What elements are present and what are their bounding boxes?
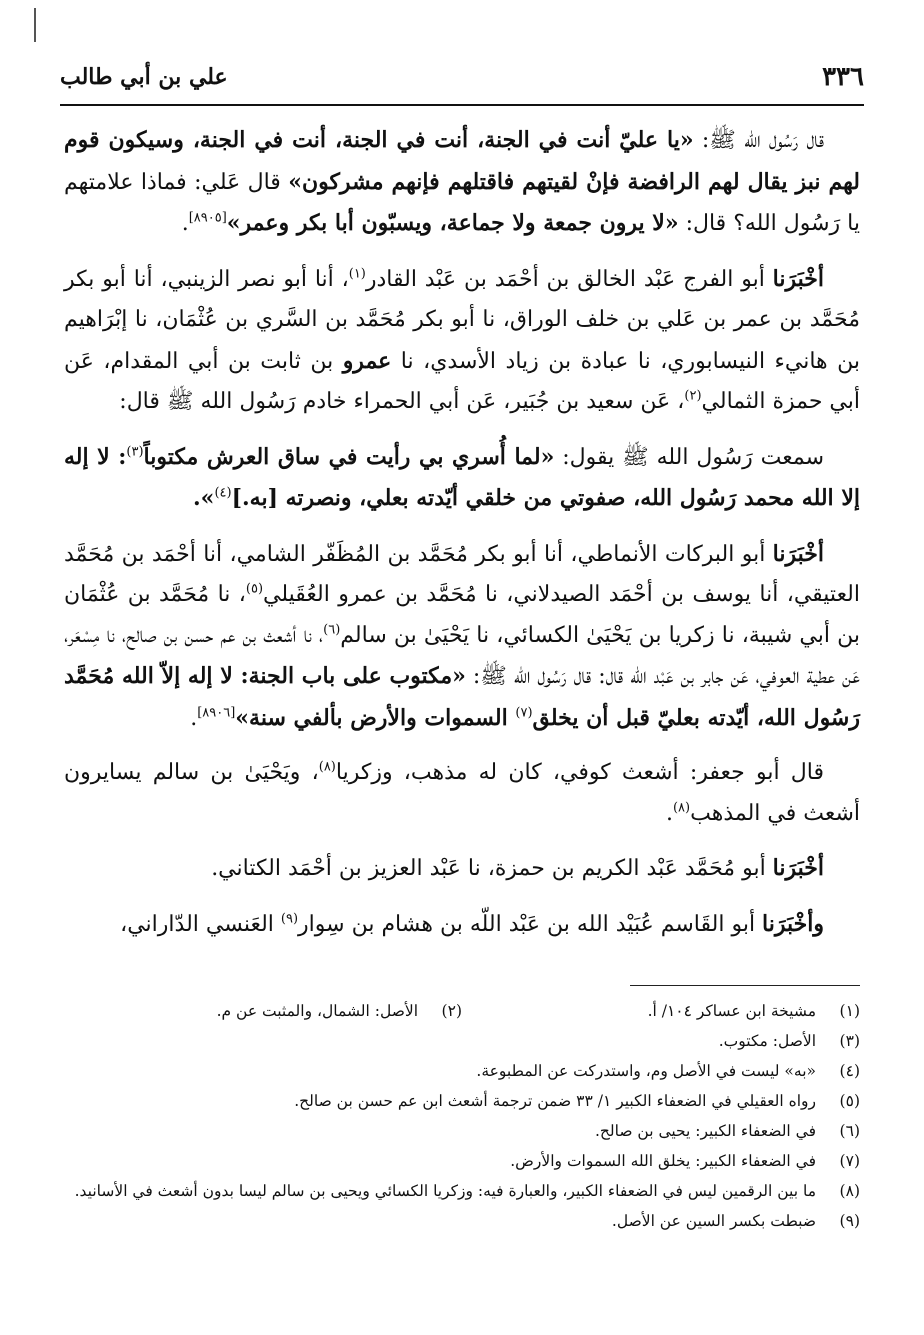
footnote-text: مشيخة ابن عساكر ١٠٤/ أ. [647,1002,816,1020]
footnote-ref: (٣) [126,444,144,460]
footnote-2 [64,996,462,1026]
paragraph-p2 [64,259,860,423]
footnote-ref: (٢) [684,388,702,404]
footnote-number: (٣) [839,1032,860,1050]
emphasized-text: «لا يرون جمعة ولا جماعة، ويسبّون أبا بكر وعمر» [226,210,679,236]
footnote-text: «به» ليست في الأصل وم، واستدركت عن المطبوعة. [476,1062,816,1080]
footnote-number: (٤) [839,1062,860,1080]
footnote-ref: (٥) [245,581,264,597]
text-run: أبو الفرج عَبْد الخالق بن أحْمَد بن عَبْد القادر [365,266,773,292]
footnote-text: الأصل: مكتوب. [718,1032,816,1050]
footnote-text: في الضعفاء الكبير: يحيى بن صالح. [594,1122,816,1140]
emphasized-text: أخْبَرَنا [772,265,824,292]
emphasized-text: «مكتوب على باب الجنة: لا إله إلاّ الله مُحَمَّد رَسُول الله، أيّدته بعليّ قبل أن يخلق [64,663,860,731]
footnote-9 [64,1206,860,1236]
footnote-ref: (٧) [515,705,533,721]
text-run: قال أبو جعفر: أشعث كوفي، كان له مذهب، وزكريا [335,760,824,785]
page-header [60,60,864,104]
text-run: قال رَسُول الله ﷺ: [693,128,824,153]
text-run: أبو القَاسم عُبَيْد الله بن عَبْد اللّه بن هشام بن سِوار [298,911,763,937]
text-run: ، نا أشعث بن عم حسن بن صالح، نا مِسْعَر، عَن عطية العوفي، عَن جابر بن عَبْد اللّه قال: قال رَسُول الله ﷺ: [64,622,860,689]
text-run: ، عَن سعيد بن جُبَير، عَن أبي الحمراء خادم رَسُول الله ﷺ قال: [119,389,685,414]
footnote-1 [462,996,860,1026]
footnote-number: (٩) [839,1212,860,1230]
footnote-7 [64,1146,860,1176]
footnote-separator [630,985,860,986]
paragraph-p1 [64,120,860,245]
emphasized-text: «يا عليّ أنت في الجنة، أنت في الجنة، أنت في الجنة، وسيكون قوم لهم نبز يقال لهم الرافضة فإنْ لقيتهم فاقتلهم فإنهم مشركون» [64,127,860,195]
footnote-4 [64,1056,860,1086]
footnote-ref: (١) [348,266,366,282]
emphasized-text: السموات والأرض بألفي سنة» [235,704,516,731]
header-rule [60,104,864,106]
paragraph-p5 [64,753,860,834]
paragraph-p4 [64,534,860,740]
emphasized-text: وأخْبَرَنا [762,910,824,937]
text-run: سمعت رَسُول الله ﷺ يقول: [554,444,825,470]
emphasized-text: ». [193,485,215,511]
text-run: قال عَلي: فماذا علامتهم يا رَسُول الله؟ قال: [64,169,860,236]
footnote-number: (٨) [839,1182,860,1200]
footnote-number: (٧) [839,1152,860,1170]
footnote-ref: (٤) [214,485,232,501]
footnote-8 [64,1176,860,1206]
emphasized-text: «لما أُسري بي رأيت في ساق العرش مكتوباً [143,443,555,470]
emphasized-text: عمرو [342,347,392,374]
text-run: . [665,800,673,826]
running-title: علي بن أبي طالب [60,64,228,90]
text-run: العَنسي الدّاراني، [120,911,281,937]
text-run: أبو البركات الأنماطي، أنا أبو بكر مُحَمَّد بن المُظَفّر الشامي، أنا أحْمَد بن مُحَمَّد العتيقي، أنا يوسف بن أحْمَد الصيدلاني، نا مُحَمَّد بن عمرو العُقَيلي [64,541,861,607]
emphasized-text: أخْبَرَنا [772,540,824,567]
emphasized-text: أخْبَرَنا [772,855,824,881]
footnote-number: (٦) [839,1122,860,1140]
main-text [64,120,860,959]
text-run: ، نا مُحَمَّد بن عُثْمَان بن أبي شيبة، نا زكريا بن يَحْيَىٰ الكسائي، نا يَحْيَىٰ بن سالم [64,582,860,648]
footnote-ref: (٦) [323,622,341,638]
footnote-text: ضبطت بكسر السين عن الأصل. [611,1212,816,1230]
footnote-ref: [٨٩٠٦] [197,705,236,721]
footnote-row [64,996,860,1026]
text-run: . [190,705,198,731]
footnote-number: (٥) [839,1092,860,1110]
paragraph-p6 [64,848,860,890]
footnote-text: رواه العقيلي في الضعفاء الكبير ١/ ٣٣ ضمن ترجمة أشعث ابن عم حسن بن صالح. [294,1092,816,1110]
footnote-ref: (٩) [280,911,299,927]
footnote-number: (١) [839,1002,860,1020]
text-run: أبو مُحَمَّد عَبْد الكريم بن حمزة، نا عَبْد العزيز بن أحْمَد الكتاني. [211,856,773,881]
paragraph-p3 [64,437,860,520]
footnote-text: في الضعفاء الكبير: يخلق الله السموات والأرض. [510,1152,816,1170]
margin-mark [34,8,36,42]
page-number: ٣٣٦ [822,62,864,92]
footnote-ref: (٨) [672,800,691,816]
paragraph-p7 [64,904,860,946]
footnote-ref: [٨٩٠٥] [188,210,227,226]
footnote-5 [64,1086,860,1116]
text-run: ، ويَحْيَىٰ بن سالم يسايرون أشعث في المذهب [64,760,860,826]
text-run: ، أنا أبو نصر الزينبي، أنا أبو بكر مُحَمَّد بن عمر بن عَلي بن خلف الوراق، نا أبو بكر مُحَمَّد بن السَّري بن عُثْمَان، نا إبْرَاهيم بن هانيء النيسابوري، نا عبادة بن زياد الأسدي، نا [64,266,860,374]
footnote-text: ما بين الرقمين ليس في الضعفاء الكبير، والعبارة فيه: وزكريا الكسائي ويحيى بن سالم ليسا بدون أشعث في الأسانيد. [74,1182,816,1200]
text-run: بن ثابت بن أبي المقدام، عَن أبي حمزة الثمالي [64,348,860,414]
footnotes [64,996,860,1236]
text-run: . [181,211,189,236]
footnote-6 [64,1116,860,1146]
emphasized-text: : لا إله إلا الله محمد رَسُول الله، صفوتي من خلقي أيّدته بعلي، ونصرته [به.] [64,443,860,511]
footnote-3 [64,1026,860,1056]
footnote-text: الأصل: الشمال، والمثبت عن م. [216,1002,418,1020]
footnote-number: (٢) [441,1002,462,1020]
footnote-ref: (٨) [318,759,336,775]
